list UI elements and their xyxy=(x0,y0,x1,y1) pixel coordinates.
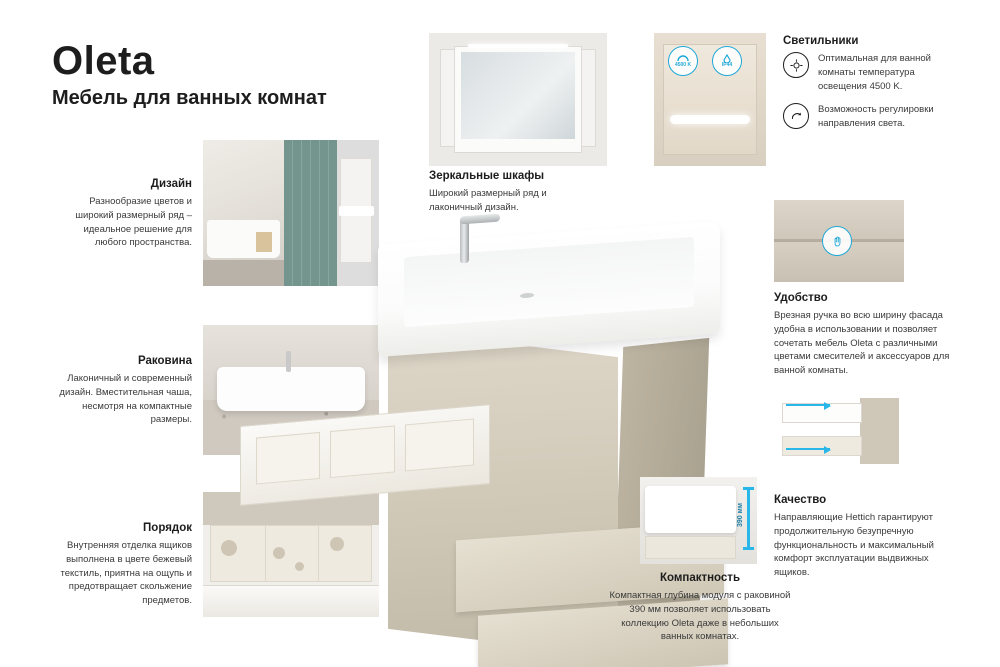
feature-design xyxy=(52,178,192,250)
lamp-direction-text: Возможность регулировки направления света. xyxy=(818,104,934,130)
feature-compactness xyxy=(607,572,793,644)
badge-ip-label: IP44 xyxy=(721,62,733,68)
feature-design-heading: Дизайн xyxy=(150,178,192,190)
photo-mirror-cabinet xyxy=(429,33,607,166)
feature-quality xyxy=(774,494,950,580)
feature-order-text: Внутренняя отделка ящиков выполнена в цвете бежевый текстиль, приятна на ощупь и предотвращает скольжение предметов. xyxy=(60,540,192,607)
arrow-drawer-bottom xyxy=(786,448,830,450)
feature-quality-heading: Качество xyxy=(774,494,827,506)
feature-order-heading: Порядок xyxy=(143,522,192,534)
hero-faucet-spout xyxy=(460,214,500,225)
photo-compact xyxy=(640,477,757,564)
feature-comfort xyxy=(774,292,950,378)
title-block xyxy=(52,40,382,110)
arrow-drawer-top xyxy=(786,404,830,406)
feature-sink-heading: Раковина xyxy=(137,355,192,367)
photo-order xyxy=(203,492,379,617)
feature-mirror-text: Широкий размерный ряд и лаконичный дизайн. xyxy=(429,188,547,213)
feature-design-text: Разнообразие цветов и широкий размерный ряд – идеальное решение для любого пространства. xyxy=(75,196,192,249)
feature-lamps-heading: Светильники xyxy=(783,35,859,47)
feature-order xyxy=(52,522,192,608)
brand-subtitle: Мебель для ванных комнат xyxy=(52,87,327,109)
feature-sink-text: Лаконичный и современный дизайн. Вместительная чаша, несмотря на компактные размеры. xyxy=(59,373,192,426)
badge-color-temperature xyxy=(668,46,698,76)
brand-name: Oleta xyxy=(52,39,155,83)
hero-basin xyxy=(378,221,720,357)
feature-mirror-cabinets xyxy=(429,170,599,215)
temperature-icon xyxy=(783,52,809,78)
lamp-temperature-text: Оптимальная для ванной комнаты температура освещения 4500 K. xyxy=(818,53,931,92)
feature-comfort-text: Врезная ручка во всю ширину фасада удобна в использовании и позволяет сочетать мебель Oleta с различными цветами смесителей и аксессуаров для ванной комнаты. xyxy=(774,310,950,377)
badge-ip-rating xyxy=(712,46,742,76)
lamp-item-temperature xyxy=(783,52,949,93)
light-direction-icon xyxy=(783,103,809,129)
feature-quality-text: Направляющие Hettich гарантируют продолжительную безупречную функциональность и максимальный комфорт эксплуатации выдвижных ящиков. xyxy=(774,512,934,579)
lamp-item-direction xyxy=(783,103,949,131)
feature-comfort-heading: Удобство xyxy=(774,292,828,304)
feature-compactness-text: Компактная глубина модуля с раковиной 390 мм позволяет использовать коллекцию Oleta даже в небольших ванных комнатах. xyxy=(609,590,791,643)
feature-lamps xyxy=(783,35,949,141)
badge-temperature-label: 4500 K xyxy=(674,62,692,68)
compact-dimension-label: 390 мм xyxy=(737,503,745,528)
hand-icon xyxy=(831,235,844,248)
photo-design xyxy=(203,140,379,286)
feature-sink xyxy=(52,355,192,427)
feature-compactness-heading: Компактность xyxy=(659,572,741,584)
feature-mirror-heading: Зеркальные шкафы xyxy=(429,170,545,182)
badge-handle-hand xyxy=(822,226,852,256)
